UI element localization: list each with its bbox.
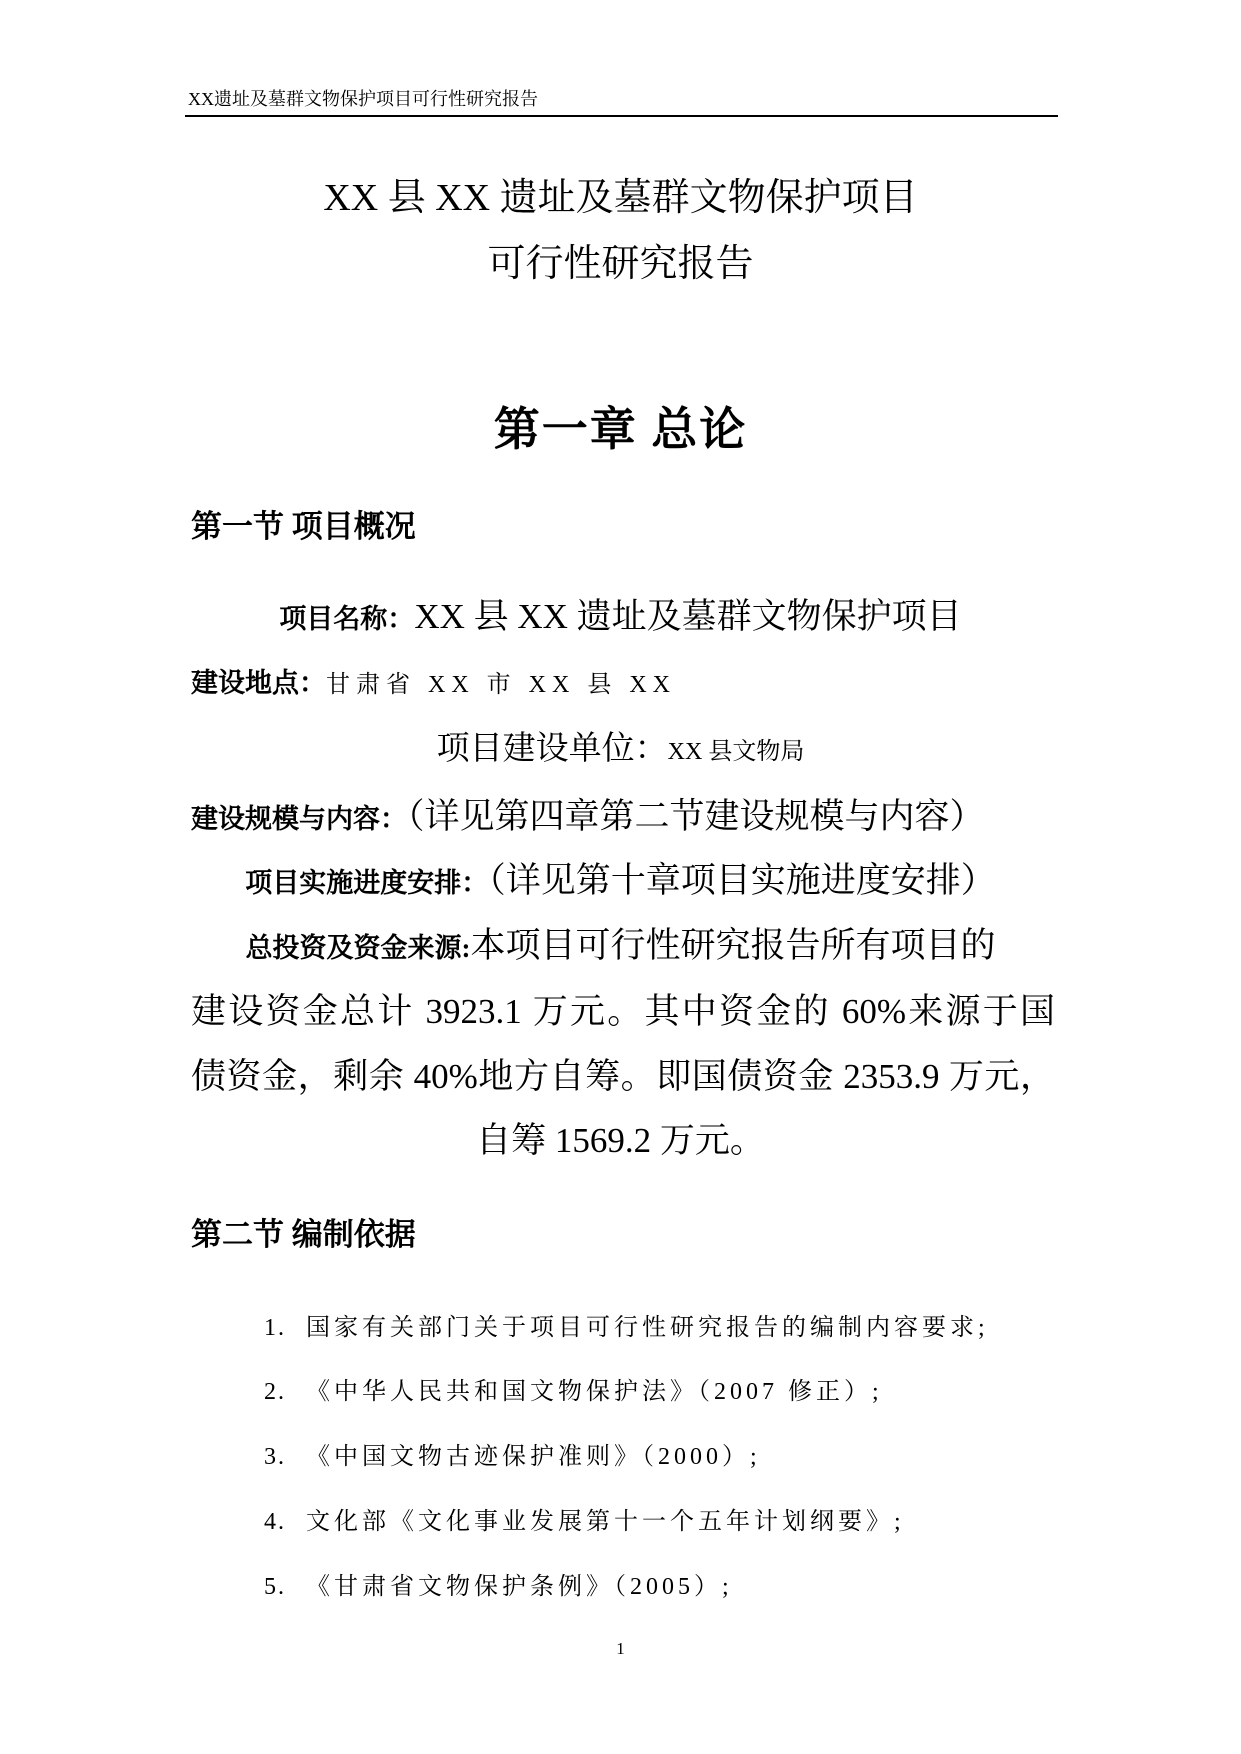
- location-value: 甘肃省 XX 市 XX 县 XX: [326, 672, 676, 698]
- list-item-number: 3.: [264, 1444, 286, 1470]
- funding-text-line: 建设资金总计 3923.1 万元。其中资金的 60%来源于国: [191, 992, 1055, 1031]
- list-item-number: 1.: [264, 1315, 286, 1341]
- chapter-heading: 第一章 总论: [493, 404, 748, 455]
- project-name-value: XX 县 XX 遗址及墓群文物保护项目: [414, 597, 962, 636]
- scale-content-value: （详见第四章第二节建设规模与内容）: [407, 797, 985, 836]
- report-title-line-1: XX 县 XX 遗址及墓群文物保护项目: [323, 177, 918, 219]
- section-heading-basis: 第二节 编制依据: [191, 1217, 416, 1252]
- location-label: 建设地点：: [191, 668, 326, 698]
- header-rule: [185, 115, 1058, 117]
- funding-label: 总投资及资金来源:: [245, 933, 471, 963]
- list-item-text: 文化部《文化事业发展第十一个五年计划纲要》;: [306, 1509, 905, 1535]
- construction-unit-label: 项目建设单位：: [436, 731, 668, 767]
- report-title-line-2: 可行性研究报告: [487, 243, 754, 285]
- list-item-text: 《中国文物古迹保护准则》（2000）;: [306, 1444, 761, 1470]
- scale-content-row: [191, 798, 985, 837]
- list-item-text: 《甘肃省文物保护条例》（2005）;: [306, 1574, 733, 1600]
- funding-first-line: 本项目可行性研究报告所有项目的: [470, 926, 996, 965]
- project-name-label: 项目名称：: [279, 604, 415, 634]
- funding-text-line: 债资金，剩余 40%地方自筹。即国债资金 2353.9 万元，: [191, 1057, 1055, 1096]
- scale-content-label: 建设规模与内容：: [191, 804, 407, 834]
- schedule-value: （详见第十章项目实施进度安排）: [488, 861, 996, 900]
- list-item-text: 《中华人民共和国文物保护法》（2007 修正）;: [306, 1379, 883, 1405]
- list-item-number: 5.: [264, 1574, 286, 1600]
- location-row: [191, 669, 676, 699]
- list-item-text: 国家有关部门关于项目可行性研究报告的编制内容要求;: [306, 1315, 989, 1341]
- project-name-row: [0, 598, 1241, 637]
- list-item-number: 4.: [264, 1509, 286, 1535]
- page-number: 1: [616, 1639, 625, 1658]
- construction-unit-row: [0, 731, 1241, 767]
- construction-unit-value: XX 县文物局: [667, 739, 805, 765]
- schedule-label: 项目实施进度安排：: [245, 868, 489, 898]
- section-heading-overview: 第一节 项目概况: [191, 509, 416, 544]
- running-header: XX遗址及墓群文物保护项目可行性研究报告: [188, 89, 538, 109]
- funding-text-line: 自筹 1569.2 万元。: [476, 1121, 765, 1160]
- funding-row: [0, 927, 1241, 966]
- list-item-number: 2.: [264, 1379, 286, 1405]
- schedule-row: [0, 862, 1241, 901]
